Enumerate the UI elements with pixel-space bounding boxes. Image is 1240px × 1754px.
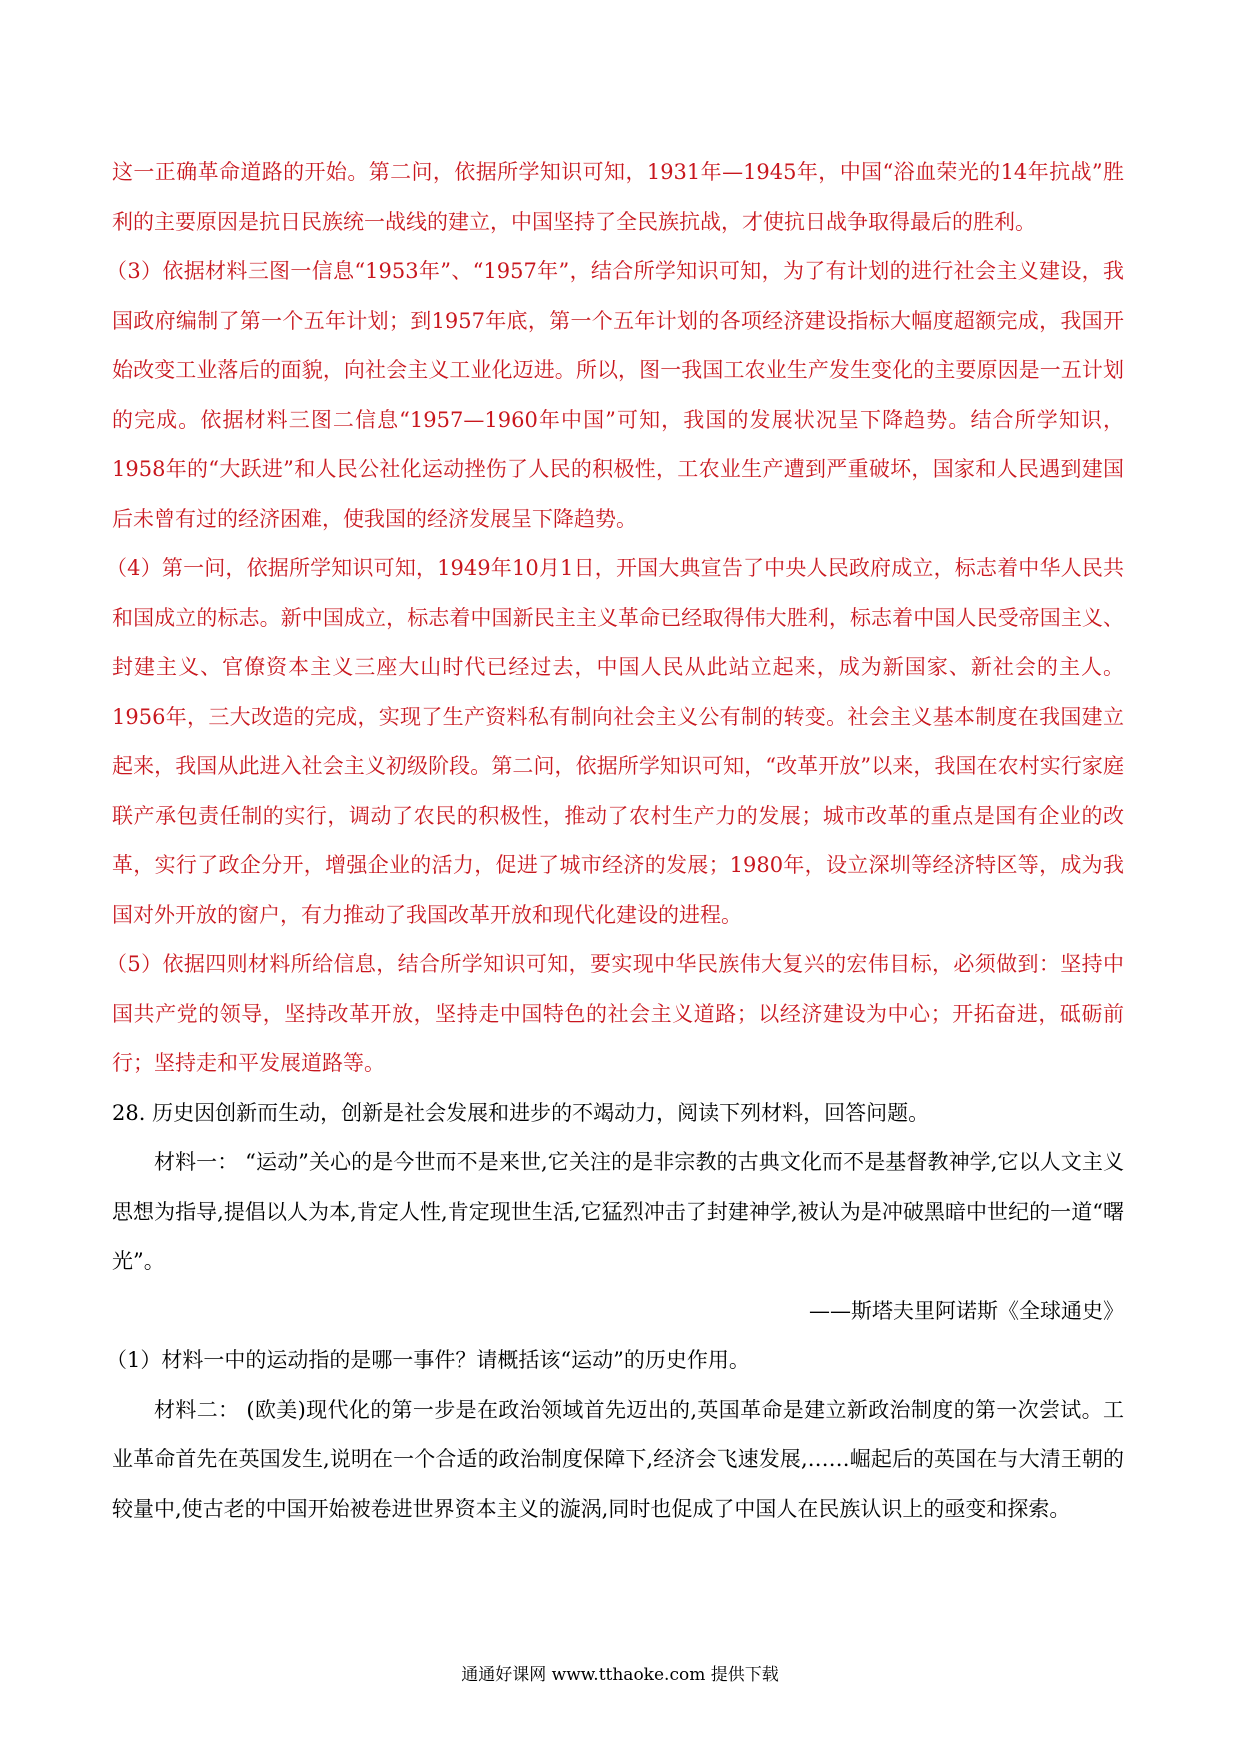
- material-2: 材料二： (欧美)现代化的第一步是在政治领域首先迈出的,英国革命是建立新政治制度的第一次尝试。工业革命首先在英国发生,说明在一个合适的政治制度保障下,经济会飞速发展,……崛起后的英国在与大清王朝的较量中,使古老的中国开始被卷进世界资本主义的漩涡,同时也促成了中国人在民族认识上的亟变和探索。: [112, 1397, 1124, 1521]
- answer-paragraph-2-cont: 这一正确革命道路的开始。第二问，依据所学知识可知，1931年—1945年，中国“浴血荣光的14年抗战”胜利的主要原因是抗日民族统一战线的建立，中国坚持了全民族抗战，才使抗日战争取得最后的胜利。: [112, 160, 1124, 234]
- material-1: 材料一： “运动”关心的是今世而不是来世,它关注的是非宗教的古典文化而不是基督教神学,它以人文主义思想为指导,提倡以人为本,肯定人性,肯定现世生活,它猛烈冲击了封建神学,被认为是冲破黑暗中世纪的一道“曙光”。: [112, 1150, 1124, 1273]
- document-body: [106, 148, 1124, 1534]
- question-28-stem: 28. 历史因创新而生动，创新是社会发展和进步的不竭动力，阅读下列材料，回答问题。: [112, 1100, 930, 1125]
- sub-question-1: （1）材料一中的运动指的是哪一事件？请概括该“运动”的历史作用。: [106, 1348, 750, 1372]
- answer-paragraph-5: （5）依据四则材料所给信息，结合所学知识可知，要实现中华民族伟大复兴的宏伟目标，必须做到：坚持中国共产党的领导，坚持改革开放，坚持走中国特色的社会主义道路；以经济建设为中心；开拓奋进，砥砺前行；坚持走和平发展道路等。: [106, 952, 1124, 1075]
- answer-paragraph-4: （4）第一问，依据所学知识可知，1949年10月1日，开国大典宣告了中央人民政府成立，标志着中华人民共和国成立的标志。新中国成立，标志着中国新民主主义革命已经取得伟大胜利，标志着中国人民受帝国主义、封建主义、官僚资本主义三座大山时代已经过去，中国人民从此站立起来，成为新国家、新社会的主人。1956年，三大改造的完成，实现了生产资料私有制向社会主义公有制的转变。社会主义基本制度在我国建立起来，我国从此进入社会主义初级阶段。第二问，依据所学知识可知，“改革开放”以来，我国在农村实行家庭联产承包责任制的实行，调动了农民的积极性，推动了农村生产力的发展；城市改革的重点是国有企业的改革，实行了政企分开，增强企业的活力，促进了城市经济的发展；1980年，设立深圳等经济特区等，成为我国对外开放的窗户，有力推动了我国改革开放和现代化建设的进程。: [106, 556, 1124, 927]
- answer-paragraph-3: （3）依据材料三图一信息“1953年”、“1957年”，结合所学知识可知，为了有计划的进行社会主义建设，我国政府编制了第一个五年计划；到1957年底，第一个五年计划的各项经济建设指标大幅度超额完成，我国开始改变工业落后的面貌，向社会主义工业化迈进。所以，图一我国工农业生产发生变化的主要原因是一五计划的完成。依据材料三图二信息“1957—1960年中国”可知，我国的发展状况呈下降趋势。结合所学知识，1958年的“大跃进”和人民公社化运动挫伤了人民的积极性，工农业生产遭到严重破坏，国家和人民遇到建国后未曾有过的经济困难，使我国的经济发展呈下降趋势。: [106, 259, 1124, 531]
- page-footer: 通通好课网 www.tthaoke.com 提供下载: [461, 1665, 779, 1685]
- material-1-source: ——斯塔夫里阿诺斯《全球通史》: [809, 1298, 1124, 1323]
